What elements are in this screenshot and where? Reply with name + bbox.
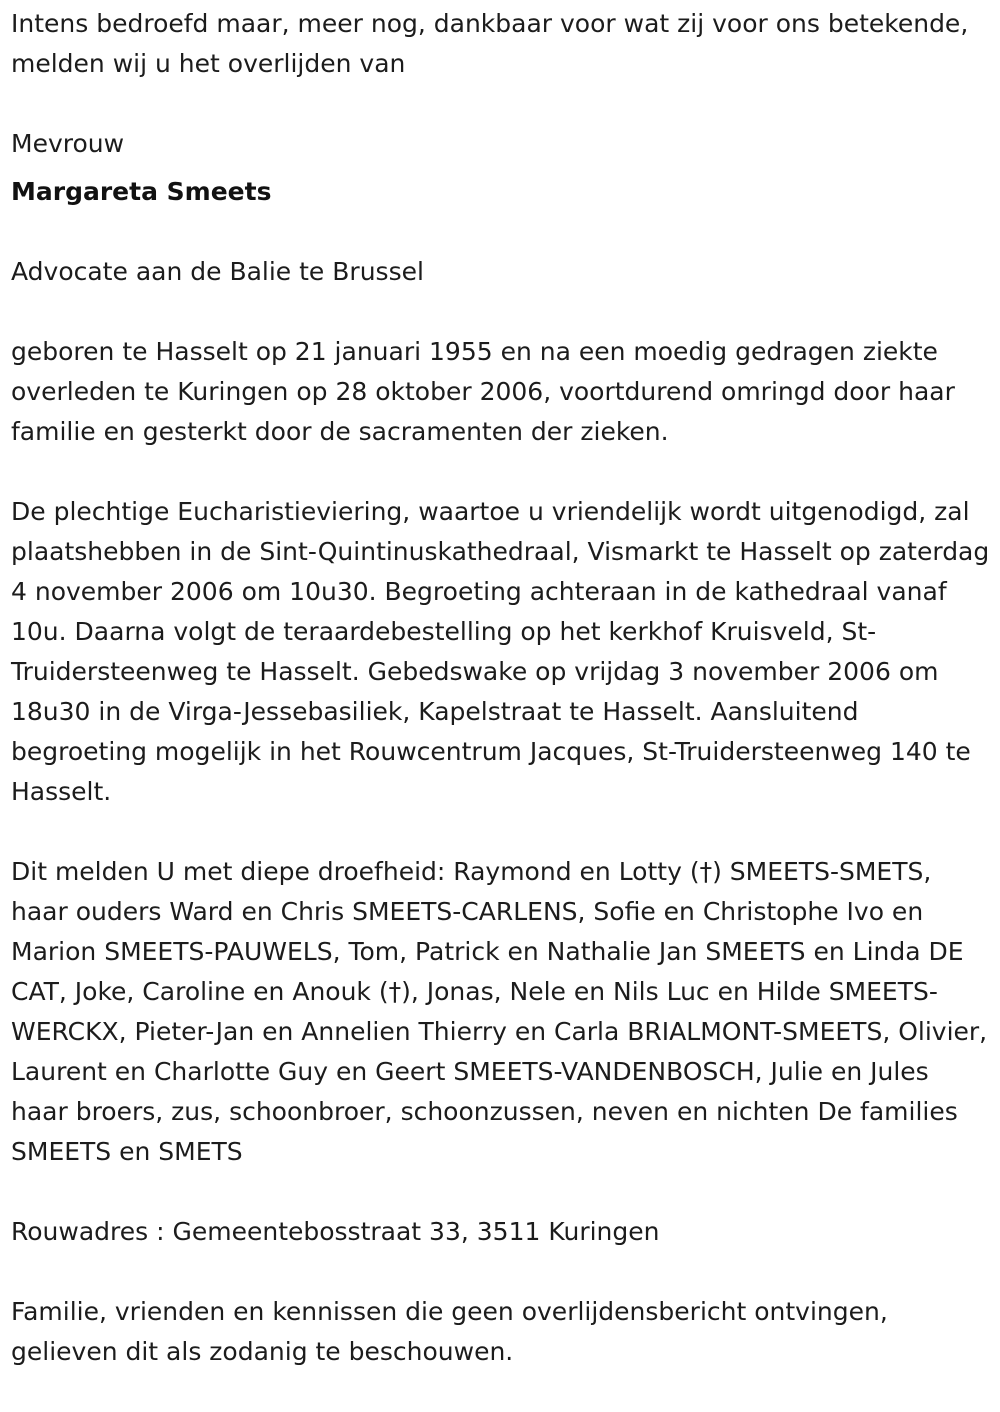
profession-line: Advocate aan de Balie te Brussel [11, 257, 424, 286]
birth-death-paragraph: geboren te Hasselt op 21 januari 1955 en na een moedig gedragen ziekte overleden te Kuringen op 28 oktober 2006, voortdurend omringd door haar familie en gesterkt door de sacramenten der zieken. [11, 337, 955, 446]
address-line: Rouwadres : Gemeentebosstraat 33, 3511 Kuringen [11, 1217, 660, 1246]
ceremony-paragraph: De plechtige Eucharistieviering, waartoe u vriendelijk wordt uitgenodigd, zal plaatshebben in de Sint-Quintinuskathedraal, Vismarkt te Hasselt op zaterdag 4 november 2006 om 10u30. Begroeting achteraan in de kathedraal vanaf 10u. Daarna volgt de teraardebestelling op het kerkhof Kruisveld, St-Truidersteenweg te Hasselt. Gebedswake op vrijdag 3 november 2006 om 18u30 in de Virga-Jessebasiliek, Kapelstraat te Hasselt. Aansluitend begroeting mogelijk in het Rouwcentrum Jacques, St-Truidersteenweg 140 te Hasselt. [11, 497, 990, 806]
obituary-document [11, 4, 991, 1412]
salutation: Mevrouw [11, 129, 125, 158]
deceased-name: Margareta Smeets [11, 177, 272, 206]
intro-paragraph: Intens bedroefd maar, meer nog, dankbaar voor wat zij voor ons betekende, melden wij u het overlijden van [11, 9, 969, 78]
closing-paragraph: Familie, vrienden en kennissen die geen overlijdensbericht ontvingen, gelieven dit als zodanig te beschouwen. [11, 1297, 888, 1366]
family-paragraph: Dit melden U met diepe droefheid: Raymond en Lotty (†) SMEETS-SMETS, haar ouders Ward en Chris SMEETS-CARLENS, Sofie en Christophe Ivo en Marion SMEETS-PAUWELS, Tom, Patrick en Nathalie Jan SMEETS en Linda DE CAT, Joke, Caroline en Anouk (†), Jonas, Nele en Nils Luc en Hilde SMEETS-WERCKX, Pieter-Jan en Annelien Thierry en Carla BRIALMONT-SMEETS, Olivier, Laurent en Charlotte Guy en Geert SMEETS-VANDENBOSCH, Julie en Jules haar broers, zus, schoonbroer, schoonzussen, neven en nichten De families SMEETS en SMETS [11, 857, 988, 1166]
